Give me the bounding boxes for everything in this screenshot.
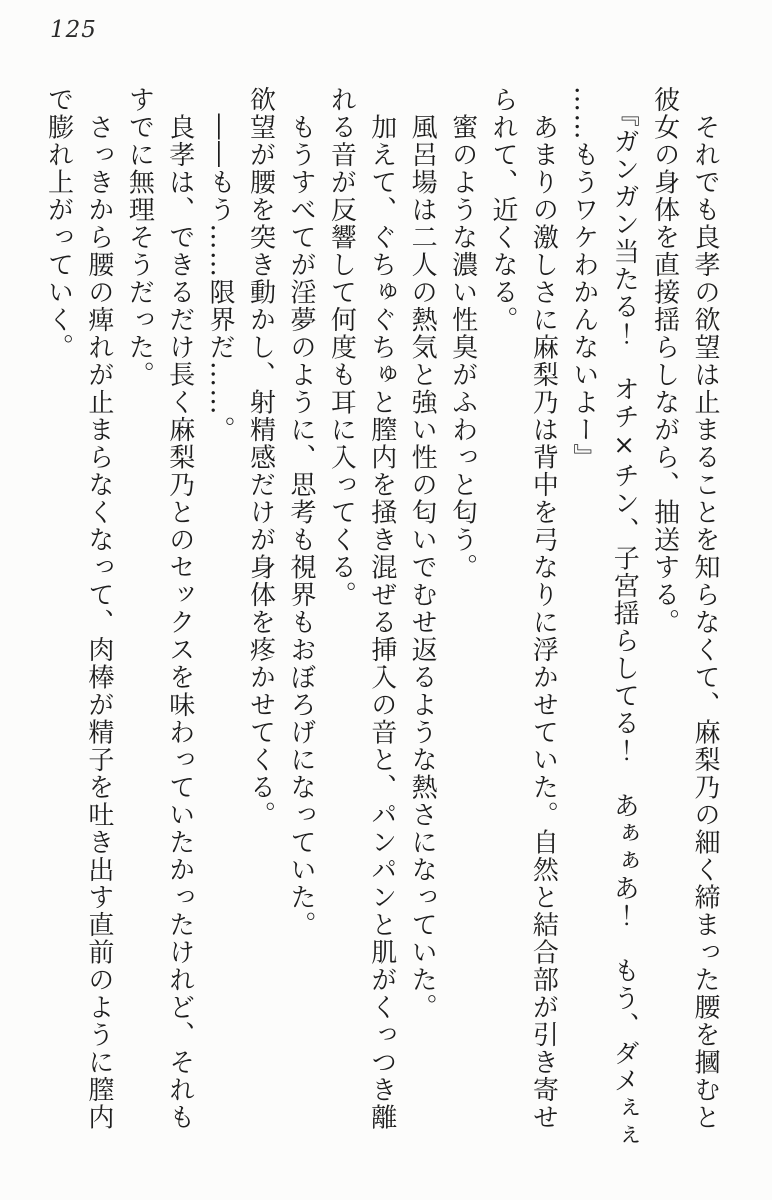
- text-line: で膨れ上がっていく。: [43, 86, 74, 361]
- page-number: 125: [50, 17, 97, 43]
- text-line: られて、近くなる。: [487, 86, 518, 334]
- text-line: 風呂場は二人の熱気と強い性の匂いでむせ返るような熱さになっていた。: [407, 86, 438, 1021]
- text-line: ――もう……限界だ……。: [205, 86, 236, 444]
- text-line: ……もうワケわかんないよー』: [568, 86, 599, 471]
- text-line: 加えて、ぐちゅぐちゅと膣内を掻き混ぜる挿入の音と、パンパンと肌がくっつき離: [366, 86, 397, 1131]
- text-line: 『ガンガン当たる！ オチ×チン、子宮揺らしてる！ あぁぁあ！ もう、ダメぇぇ: [609, 86, 640, 1150]
- text-line: れる音が反響して何度も耳に入ってくる。: [326, 86, 357, 609]
- text-line: すでに無理そうだった。: [124, 86, 155, 389]
- text-line: あまりの激しさに麻梨乃は背中を弓なりに浮かせていた。自然と結合部が引き寄せ: [528, 86, 559, 1131]
- text-line: さっきから腰の痺れが止まらなくなって、肉棒が精子を吐き出す直前のように膣内: [83, 86, 114, 1131]
- text-line: 蜜のような濃い性臭がふわっと匂う。: [447, 86, 478, 581]
- text-line: 良孝は、できるだけ長く麻梨乃とのセックスを味わっていたかったけれど、それも: [164, 86, 195, 1131]
- text-line: 欲望が腰を突き動かし、射精感だけが身体を疼かせてくる。: [245, 86, 276, 829]
- body-text: [38, 86, 725, 1150]
- text-line: それでも良孝の欲望は止まることを知らなくて、麻梨乃の細く締まった腰を摑むと: [690, 86, 720, 1131]
- text-line: もうすべてが淫夢のように、思考も視界もおぼろげになっていた。: [285, 86, 316, 939]
- text-line: 彼女の身体を直接揺らしながら、抽送する。: [649, 86, 680, 636]
